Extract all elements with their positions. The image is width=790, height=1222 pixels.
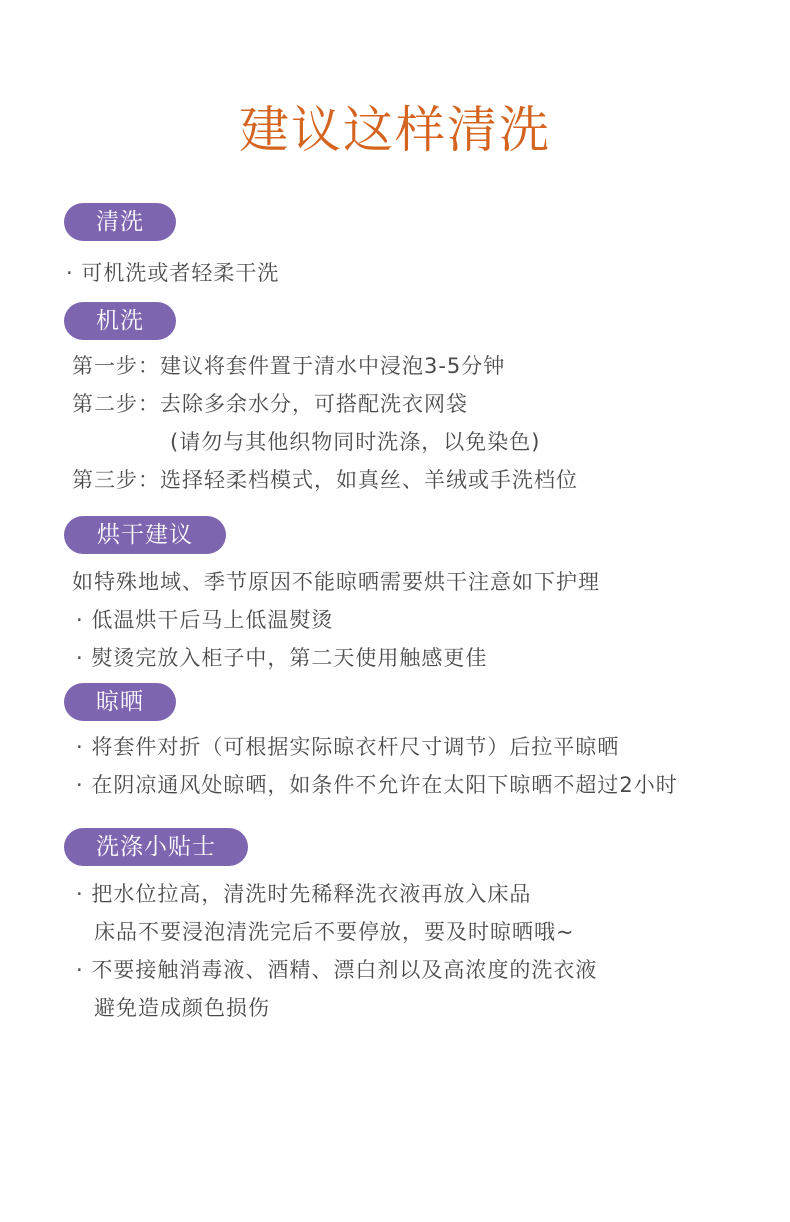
section-label-machine: 机洗 — [64, 302, 176, 340]
section-label-sun: 晾晒 — [64, 683, 176, 721]
wash-line-1: · 可机洗或者轻柔干洗 — [66, 261, 280, 285]
tips-line-4: 避免造成颜色损伤 — [94, 996, 270, 1020]
dry-tip-2: · 熨烫完放入柜子中，第二天使用触感更佳 — [76, 646, 488, 670]
sun-tip-2: · 在阴凉通风处晾晒，如条件不允许在太阳下晾晒不超过2小时 — [76, 773, 678, 797]
machine-step-2-note: (请勿与其他织物同时洗涤，以免染色) — [170, 430, 541, 454]
tips-line-3: · 不要接触消毒液、酒精、漂白剂以及高浓度的洗衣液 — [76, 958, 598, 982]
section-label-dry: 烘干建议 — [64, 516, 226, 554]
machine-step-1: 第一步：建议将套件置于清水中浸泡3-5分钟 — [72, 354, 506, 378]
section-label-wash: 清洗 — [64, 203, 176, 241]
machine-step-2: 第二步：去除多余水分，可搭配洗衣网袋 — [72, 392, 468, 416]
dry-tip-1: · 低温烘干后马上低温熨烫 — [76, 608, 334, 632]
machine-step-3: 第三步：选择轻柔档模式，如真丝、羊绒或手洗档位 — [72, 468, 578, 492]
sun-tip-1: · 将套件对折（可根据实际晾衣杆尺寸调节）后拉平晾晒 — [76, 735, 620, 759]
dry-intro: 如特殊地域、季节原因不能晾晒需要烘干注意如下护理 — [72, 570, 600, 594]
tips-line-2: 床品不要浸泡清洗完后不要停放，要及时晾晒哦~ — [94, 920, 575, 944]
section-label-tips: 洗涤小贴士 — [64, 828, 248, 866]
tips-line-1: · 把水位拉高，清洗时先稀释洗衣液再放入床品 — [76, 882, 532, 906]
page-title: 建议这样清洗 — [239, 101, 551, 159]
